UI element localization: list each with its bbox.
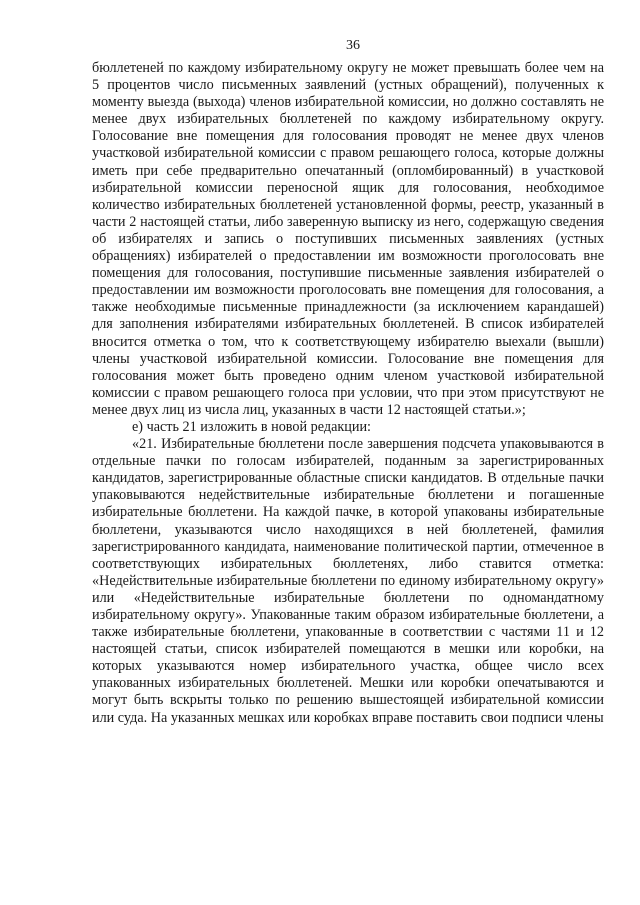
paragraph-amendment-e: е) часть 21 изложить в новой редакции:: [132, 418, 371, 435]
paragraph-continuation: бюллетеней по каждому избирательному округу не может превышать более чем на 5 процентов число письменных заявлений (устных обращений), полученных к моменту выезда (выхода) членов избирательной комиссии, но должно составлять не менее двух избирательных бюллетеней по каждому избирательному округу. Голосование вне помещения для голосования проводят не менее двух членов участковой избирательной комиссии с правом решающего голоса, которые должны иметь при себе предварительно опечатанный (опломбированный) в участковой избирательной комиссии переносной ящик для голосования, необходимое количество избирательных бюллетеней установленной формы, реестр, указанный в части 2 настоящей статьи, либо заверенную выписку из него, содержащую сведения об избирателях и запись о поступивших письменных заявлениях (устных обращениях) избирателей о предоставлении им возможности проголосовать вне помещения для голосования, поступившие письменные заявления избирателей о предоставлении им возможности проголосовать вне помещения для голосования, а также необходимые письменные принадлежности (за исключением карандашей) для заполнения избирателями избирательных бюллетеней. В список избирателей вносится отметка о том, что к соответствующему избирателю выехали (вышли) члены участковой избирательной комиссии. Голосование вне помещения для голосования может быть проведено одним членом участковой избирательной комиссии с правом решающего голоса при условии, что при этом присутствуют не менее двух лиц из числа лиц, указанных в части 12 настоящей статьи.»;: [92, 60, 604, 418]
page-number: 36: [346, 38, 360, 53]
paragraph-part-21: «21. Избирательные бюллетени после завершения подсчета упаковываются в отдельные пачки по голосам избирателей, поданным за зарегистрированных кандидатов, зарегистрированные областные списки кандидатов. В отдельные пачки упаковываются недействительные избирательные бюллетени и погашенные избирательные бюллетени. На каждой пачке, в которой упакованы избирательные бюллетени, указываются число находящихся в ней бюллетеней, фамилия зарегистрированного кандидата, наименование политической партии, отмеченное в соответствующих избирательных бюллетенях, либо ставится отметка: «Недействительные избирательные бюллетени по единому избирательному округу» или «Недействительные избирательные бюллетени по одномандатному избирательному округу». Упакованные таким образом избирательные бюллетени, а также избирательные бюллетени, упакованные в соответствии с частями 11 и 12 настоящей статьи, список избирателей помещаются в мешки или коробки, на которых указываются номер избирательного участка, общее число всех упакованных избирательных бюллетеней. Мешки или коробки опечатываются и могут быть вскрыты только по решению вышестоящей избирательной комиссии или суда. На указанных мешках или коробках вправе поставить свои подписи члены: [92, 436, 604, 726]
document-body: [92, 60, 604, 727]
